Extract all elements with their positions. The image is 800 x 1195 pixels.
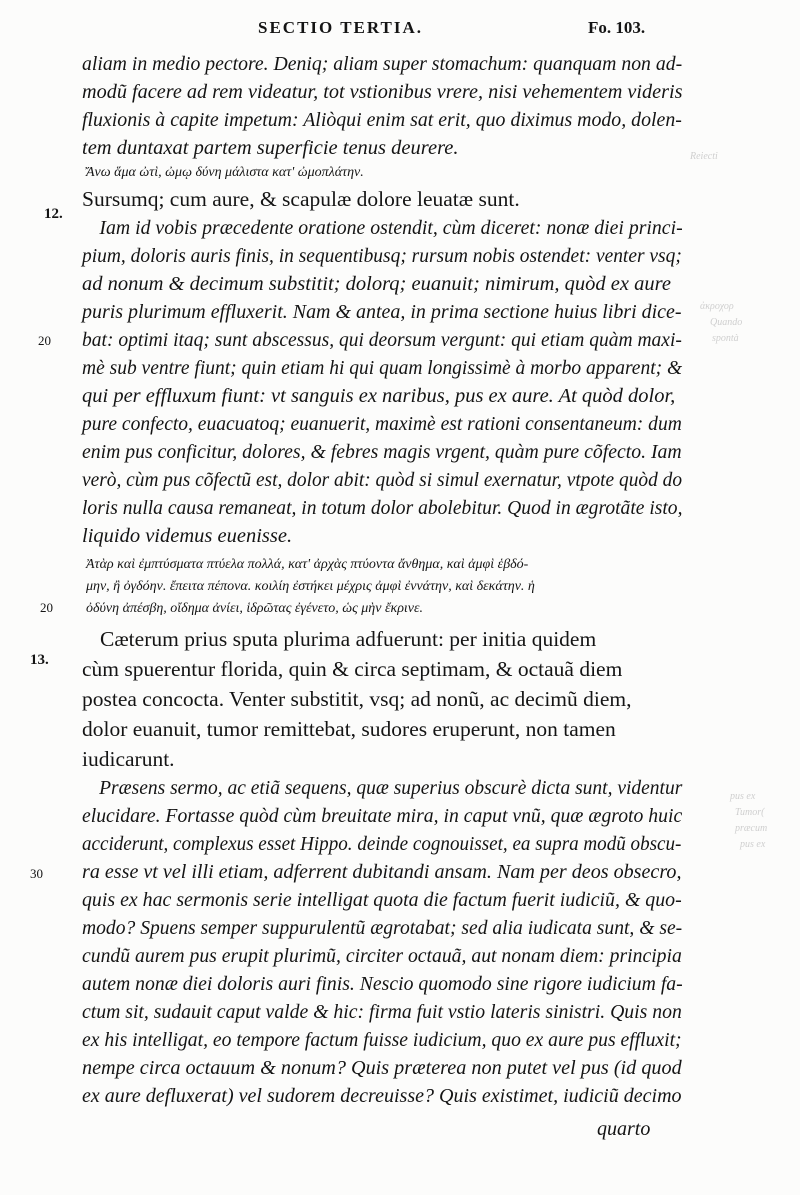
text-line: pure confecto, euacuatoq; euanuerit, maximè est rationi consentaneum: dum (82, 413, 682, 435)
bleed-through-text: præcum (735, 823, 768, 834)
bleed-through-text: spontà (712, 333, 739, 344)
running-head: SECTIO TERTIA. (258, 18, 424, 37)
text-line: ctum sit, sudauit caput valde & hic: firma fuit vstio lateris sinistri. Quis non (82, 1001, 682, 1023)
bleed-through-text: pus ex (730, 791, 756, 802)
line-number: 20 (38, 333, 51, 348)
bleed-through-text: Tumor( (735, 807, 765, 818)
line-number: 20 (40, 600, 53, 615)
bleed-through-text: pus ex (740, 839, 766, 850)
text-line: ra esse vt vel illi etiam, adferrent dubitandi ansam. Nam per deos obsecro, (82, 861, 682, 883)
greek-quotation: Ἀτὰρ καὶ ἐμπτύσματα πτύελα πολλά, κατ' ἀρχὰς πτύοντα ἄνθημα, καὶ ἀμφὶ ἑβδό- (86, 557, 529, 572)
text-line: tem duntaxat partem superficie tenus deurere. (82, 137, 459, 159)
text-line: loris nulla causa remaneat, in totum dolor abolebitur. Quod in ægrotãte isto, (82, 497, 683, 519)
text-line: ad nonum & decimum substitit; dolorq; euanuit; nimirum, quòd ex aure (82, 273, 671, 295)
section-number-13: 13. (30, 652, 49, 668)
lemma-13: dolor euanuit, tumor remittebat, sudores eruperunt, non tamen (82, 717, 616, 741)
text-line: modũ facere ad rem videatur, tot vstionibus vrere, nisi vehementem videris (82, 81, 683, 103)
text-line: qui per effluxum fiunt: vt sanguis ex naribus, pus ex aure. At quòd dolor, (82, 385, 676, 407)
text-line: acciderunt, complexus esset Hippo. deinde cognouisset, ea supra modũ obscu- (82, 833, 682, 855)
lemma-13: iudicarunt. (82, 747, 175, 771)
text-line: enim pus conficitur, dolores, & febres magis vrgent, quàm pure cõfecto. Iam (82, 441, 682, 463)
lemma-13: cùm spuerentur florida, quin & circa septimam, & octauã diem (82, 657, 623, 681)
greek-quotation: Ἄνω ἅμα ὠτὶ, ὠμῳ δύνη μάλιστα κατ' ὠμοπλάτην. (86, 165, 364, 180)
text-line: quis ex hac sermonis serie intelligat quota die factum fuerit iudiciũ, & quo- (82, 889, 682, 911)
text-line: Iam id vobis præcedente oratione ostendit, cùm diceret: nonæ diei princi- (99, 217, 683, 239)
bleed-through-text: Quando (710, 317, 743, 328)
folio-number: Fo. 103. (588, 18, 646, 37)
text-line: ex his intelligat, eo tempore factum fuisse iudicium, quo ex aure pus effluxit; (82, 1029, 682, 1051)
text-line: cundũ aurem pus erupit plurimũ, circiter octauã, aut nonam diem: principia (82, 945, 682, 967)
text-line: Præsens sermo, ac etiã sequens, quæ superius obscurè dicta sunt, videntur (99, 777, 683, 799)
catchword: quarto (597, 1118, 651, 1140)
greek-quotation: μην, ἢ ὀγδόην. ἔπειτα πέπονα. κοιλίη ἐστήκει μέχρις ἀμφὶ ἐννάτην, καὶ δεκάτην. ἡ (86, 579, 535, 594)
text-line: nempe circa octauum & nonum? Quis præterea non putet vel pus (id quod (82, 1057, 682, 1079)
main-text-block (82, 50, 682, 1110)
section-number-12: 12. (44, 206, 63, 222)
page-header (0, 18, 800, 46)
text-line: bat: optimi itaq; sunt abscessus, qui deorsum vergunt: qui etiam quàm maxi- (82, 329, 682, 351)
text-line: autem nonæ diei doloris auri finis. Nescio quomodo sine rigore iudicium fa- (82, 973, 683, 995)
lemma-13: postea concocta. Venter substitit, vsq; ad nonũ, ac decimũ diem, (82, 687, 632, 711)
greek-quotation: ὀδύνη ἀπέσβη, οἴδημα ἀνίει, ἱδρῶτας ἐγένετο, ὡς μὴν ἔκρινε. (86, 601, 424, 616)
text-line: pium, doloris auris finis, in sequentibusq; rursum nobis ostendet: venter vsq; (82, 245, 682, 267)
bleed-through-text: Reiecti (690, 151, 718, 162)
bleed-through-text: ἀκροχορ (700, 301, 734, 312)
text-line: puris plurimum effluxerit. Nam & antea, in prima sectione huius libri dice- (82, 301, 682, 323)
text-line: liquido videmus euenisse. (82, 525, 293, 547)
text-line: verò, cùm pus cõfectũ est, dolor abit: quòd si simul exernatur, vtpote quòd do (82, 469, 683, 491)
lemma-13: Cæterum prius sputa plurima adfuerunt: per initia quidem (100, 627, 597, 651)
text-line: aliam in medio pectore. Deniq; aliam super stomachum: quanquam non ad- (82, 53, 683, 75)
lemma-12: Sursumq; cum aure, & scapulæ dolore leuatæ sunt. (82, 187, 520, 211)
text-line: fluxionis à capite impetum: Aliòqui enim sat erit, quo diximus modo, dolen- (82, 109, 682, 131)
text-line: elucidare. Fortasse quòd cùm breuitate mira, in caput vnũ, quæ ægroto huic (82, 805, 683, 827)
text-line: mè sub ventre fiunt; quin etiam hi qui quam longissimè à morbo apparent; & (82, 357, 683, 379)
line-number: 30 (30, 866, 43, 881)
text-line: ex aure defluxerat) vel sudorem decreuisse? Quis existimet, iudiciũ decimo (82, 1085, 682, 1107)
text-line: modo? Spuens semper suppurulentũ ægrotabat; sed alia iudicata sunt, & se- (82, 917, 683, 939)
